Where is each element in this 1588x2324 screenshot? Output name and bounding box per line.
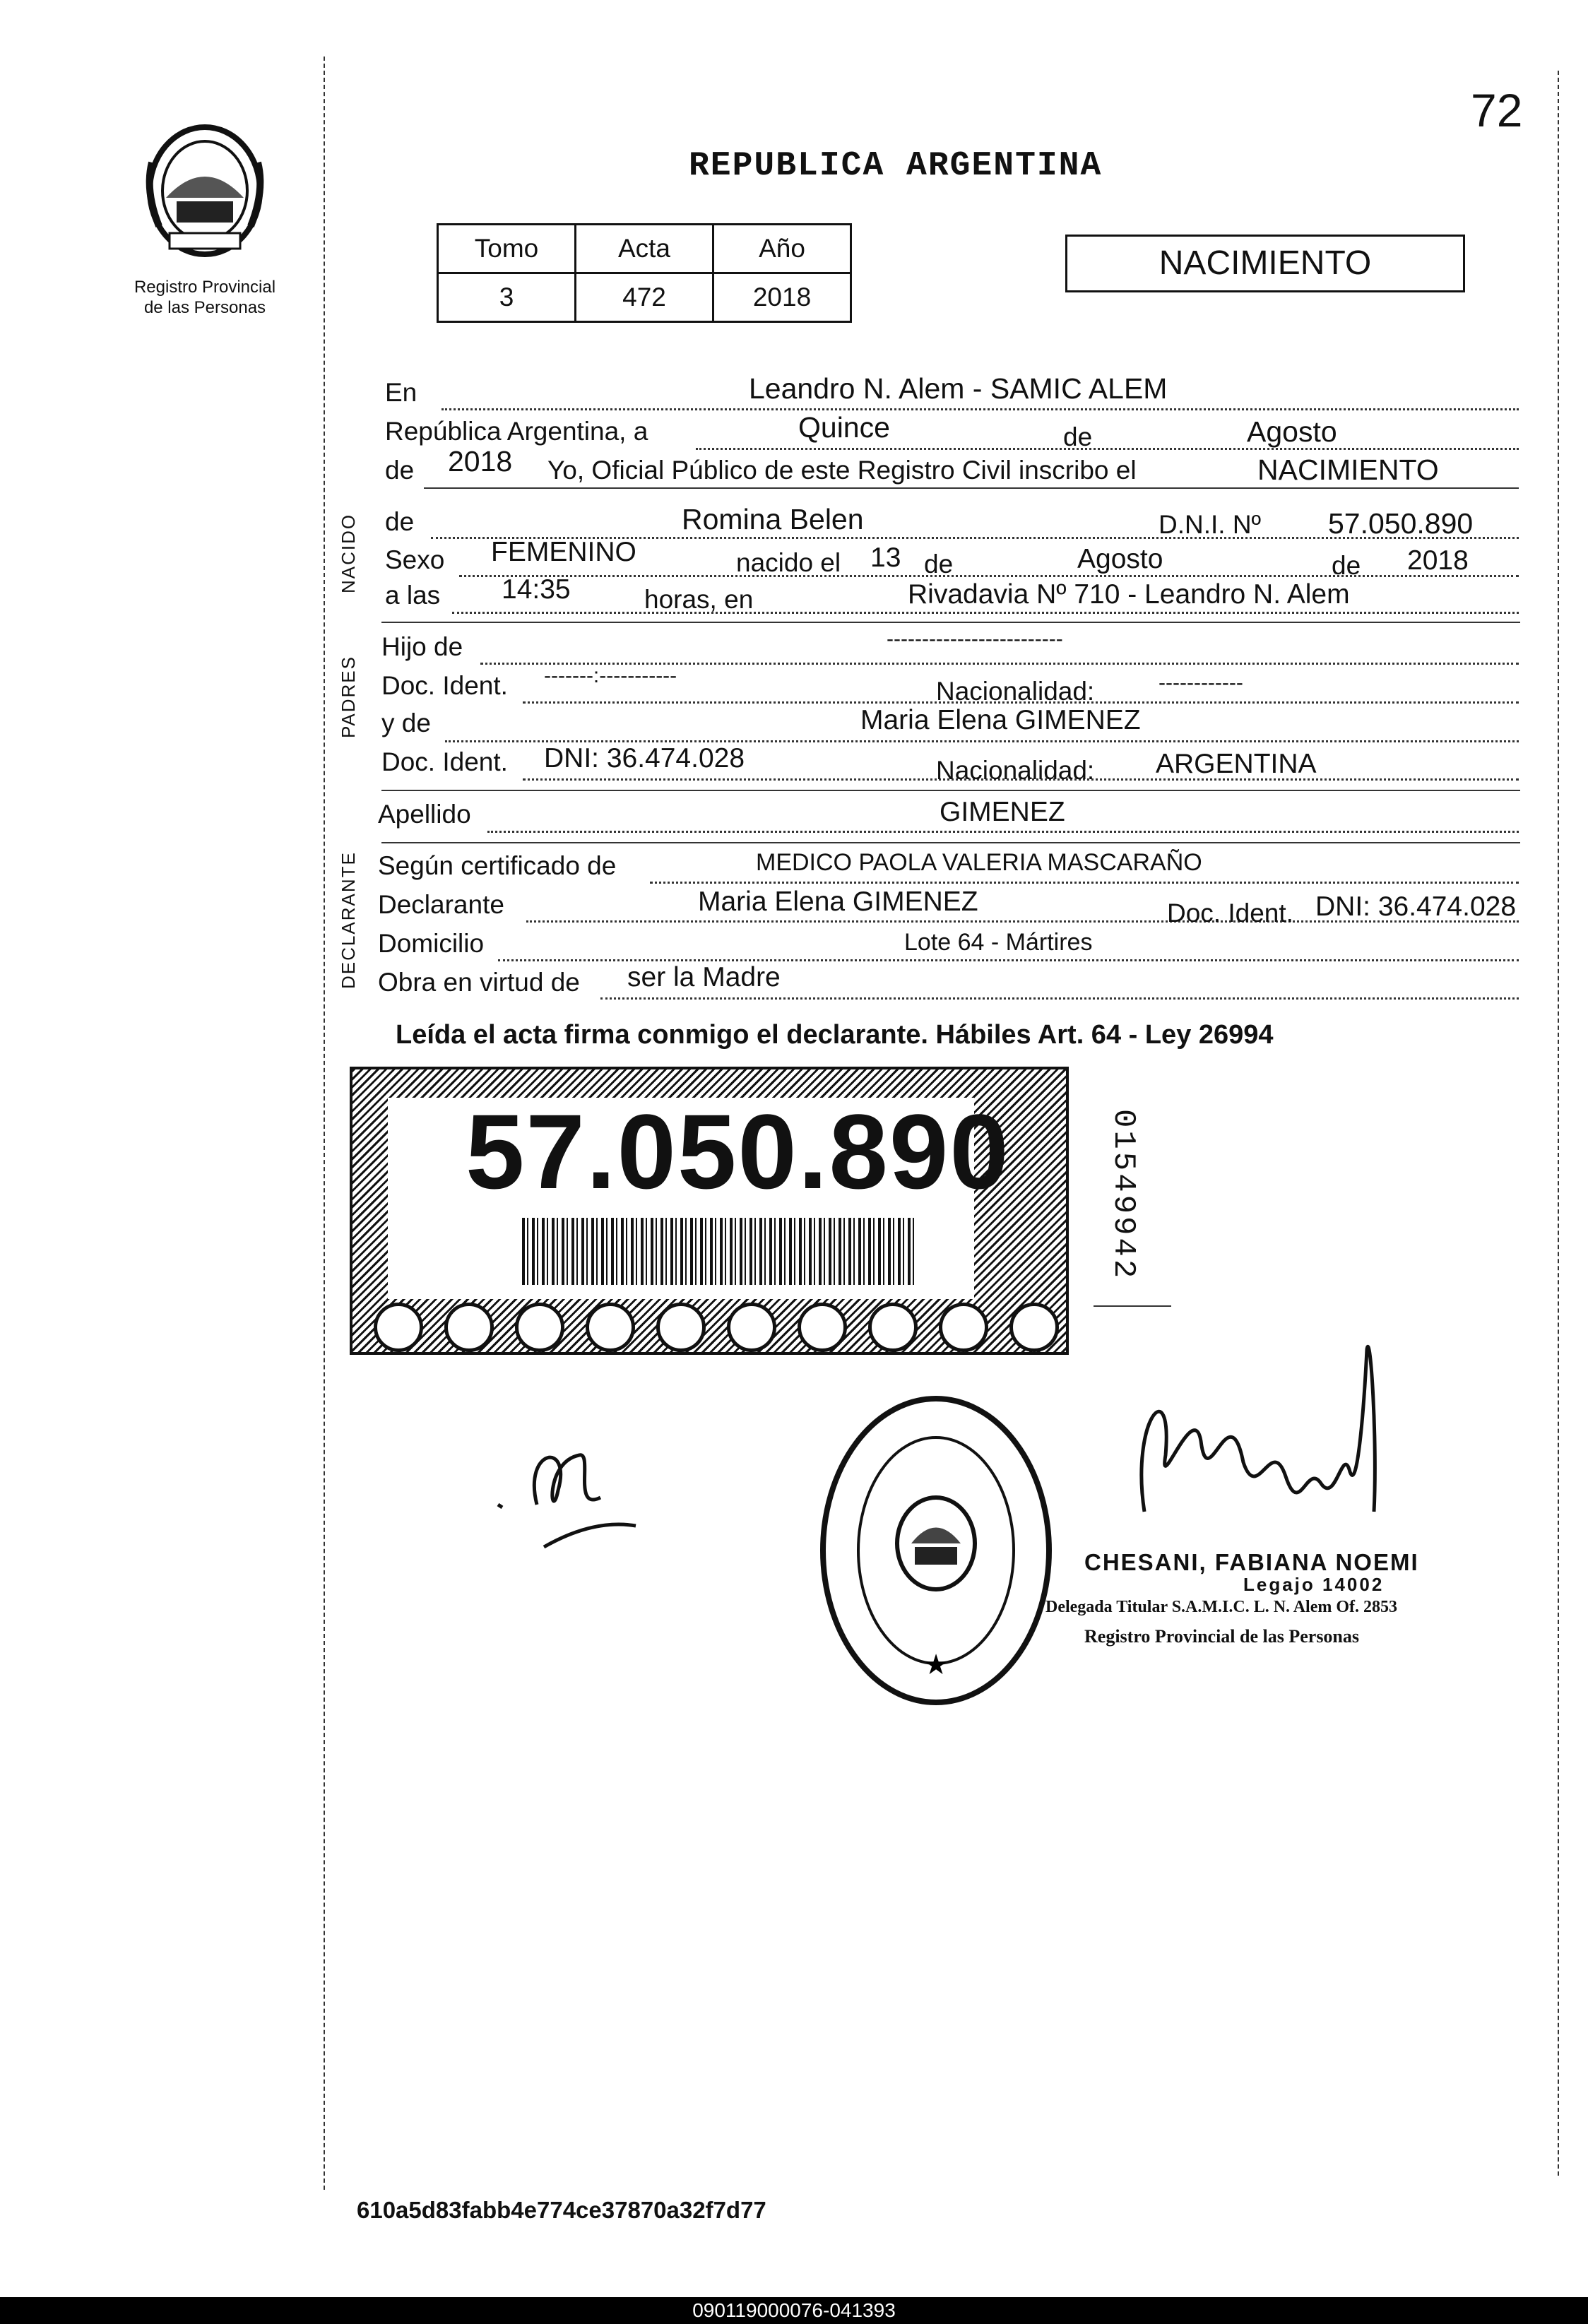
rule <box>650 882 1519 884</box>
cert-label: Según certificado de <box>378 851 617 880</box>
official-name: CHESANI, FABIANA NOEMI <box>1084 1549 1419 1575</box>
obra-label: Obra en virtud de <box>378 968 580 997</box>
value-anio: 2018 <box>713 273 851 322</box>
section-nacido: NACIDO <box>338 513 359 593</box>
mother-value: Maria Elena GIMENEZ <box>860 705 1141 735</box>
section-divider <box>381 842 1520 843</box>
doc1-value: -------:----------- <box>544 664 677 687</box>
record-table <box>437 223 852 323</box>
section-declarante: DECLARANTE <box>338 851 359 989</box>
nac1-label: Nacionalidad: <box>936 677 1095 706</box>
nac2-value: ARGENTINA <box>1156 749 1317 779</box>
act-value: NACIMIENTO <box>1257 453 1439 486</box>
seal-caption-line2: de las Personas <box>143 298 266 317</box>
sticker-border-pattern <box>352 1303 1087 1352</box>
left-signature <box>494 1420 650 1575</box>
rule <box>452 612 1519 614</box>
record-type-box: NACIMIENTO <box>1065 235 1465 292</box>
hijo-label: Hijo de <box>381 632 463 661</box>
section-divider <box>381 622 1520 623</box>
nacido-de-label: de <box>385 507 415 536</box>
apellido-value: GIMENEZ <box>940 797 1065 827</box>
official-stamp <box>816 1392 1056 1709</box>
decl-label: Declarante <box>378 890 504 919</box>
decl-doc-value: DNI: 36.474.028 <box>1315 891 1517 922</box>
section-padres: PADRES <box>338 656 359 738</box>
birth-de-label2: de <box>1332 551 1361 580</box>
birthplace: Rivadavia Nº 710 - Leandro N. Alem <box>908 579 1350 610</box>
official-legajo: Legajo 14002 <box>1243 1574 1385 1595</box>
value-acta: 472 <box>576 273 713 322</box>
father-value: ------------------------- <box>887 627 1063 651</box>
place-value: Leandro N. Alem - SAMIC ALEM <box>749 372 1168 405</box>
birth-year: 2018 <box>1407 545 1469 576</box>
rule <box>696 448 1519 450</box>
value-tomo: 3 <box>438 273 576 322</box>
rule <box>424 487 1519 489</box>
official-registry: Registro Provincial de las Personas <box>1084 1626 1360 1647</box>
alas-label: a las <box>385 581 441 610</box>
rule <box>487 831 1519 833</box>
dom-label: Domicilio <box>378 929 485 958</box>
r-mark <box>868 1303 918 1352</box>
id-sticker <box>350 1067 1069 1355</box>
dni-label: D.N.I. Nº <box>1159 510 1262 539</box>
obra-value: ser la Madre <box>627 962 781 992</box>
page-number: 72 <box>1471 84 1523 136</box>
republica-label: República Argentina, a <box>385 417 648 446</box>
doc1-label: Doc. Ident. <box>381 671 508 700</box>
sexo-value: FEMENINO <box>491 537 636 567</box>
r-mark <box>515 1303 564 1352</box>
barcode <box>522 1218 918 1285</box>
nacido-el-label: nacido el <box>736 548 841 577</box>
r-mark <box>798 1303 847 1352</box>
birth-day: 13 <box>870 543 901 573</box>
rule <box>600 997 1519 1000</box>
decl-value: Maria Elena GIMENEZ <box>698 887 978 917</box>
header-anio: Año <box>713 225 851 273</box>
footer-bar <box>0 2297 1588 2324</box>
margin-line-right <box>1558 71 1559 2176</box>
dom-value: Lote 64 - Mártires <box>904 929 1093 956</box>
cert-value: MEDICO PAOLA VALERIA MASCARAÑO <box>756 849 1202 876</box>
section-divider <box>381 790 1520 791</box>
birth-de-label: de <box>924 550 954 579</box>
oficial-text: Yo, Oficial Público de este Registro Civil inscribo el <box>547 456 1137 485</box>
nac1-value: ------------ <box>1159 671 1243 694</box>
child-name: Romina Belen <box>682 503 864 535</box>
rule <box>442 408 1519 410</box>
serial-underline <box>1094 1305 1171 1307</box>
r-mark <box>727 1303 776 1352</box>
r-mark <box>444 1303 494 1352</box>
document-hash: 610a5d83fabb4e774ce37870a32f7d77 <box>357 2197 766 2223</box>
nac2-label: Nacionalidad: <box>936 756 1095 785</box>
sexo-label: Sexo <box>385 545 445 574</box>
en-label: En <box>385 378 417 407</box>
year-value: 2018 <box>448 445 513 478</box>
apellido-label: Apellido <box>378 800 471 829</box>
right-signature <box>1130 1335 1399 1540</box>
sticker-number: 57.050.890 <box>466 1092 1010 1211</box>
birth-month: Agosto <box>1077 544 1163 574</box>
svg-text:★: ★ <box>923 1649 949 1680</box>
r-mark <box>1009 1303 1059 1352</box>
seal-caption <box>113 277 297 318</box>
sticker-serial-wrap <box>1102 1109 1144 1281</box>
official-role: Delegada Titular S.A.M.I.C. L. N. Alem Of. 2853 <box>1045 1598 1398 1616</box>
r-mark <box>656 1303 706 1352</box>
provincial-seal <box>138 120 272 261</box>
day-words: Quince <box>798 411 890 444</box>
rule <box>498 959 1519 961</box>
birth-time: 14:35 <box>502 574 571 605</box>
month-value: Agosto <box>1247 415 1337 448</box>
doc2-value: DNI: 36.474.028 <box>544 743 745 773</box>
header-acta: Acta <box>576 225 713 273</box>
margin-line <box>324 57 325 2190</box>
de-year-label: de <box>385 456 415 485</box>
r-mark <box>939 1303 988 1352</box>
de-label: de <box>1063 422 1093 451</box>
child-dni: 57.050.890 <box>1328 507 1474 540</box>
sticker-serial: 01549942 <box>1106 1109 1141 1281</box>
footer-code: 090119000076-041393 <box>692 2299 896 2321</box>
horas-label: horas, en <box>644 585 754 614</box>
r-mark <box>374 1303 423 1352</box>
legal-note: Leída el acta firma conmigo el declarante. Hábiles Art. 64 - Ley 26994 <box>396 1020 1274 1050</box>
header-tomo: Tomo <box>438 225 576 273</box>
r-mark <box>586 1303 635 1352</box>
rule <box>445 740 1519 742</box>
seal-caption-line1: Registro Provincial <box>134 278 276 297</box>
doc2-label: Doc. Ident. <box>381 747 508 776</box>
decl-doc-label: Doc. Ident. <box>1167 899 1293 927</box>
country-title: REPUBLICA ARGENTINA <box>689 147 1103 185</box>
yde-label: y de <box>381 709 431 737</box>
